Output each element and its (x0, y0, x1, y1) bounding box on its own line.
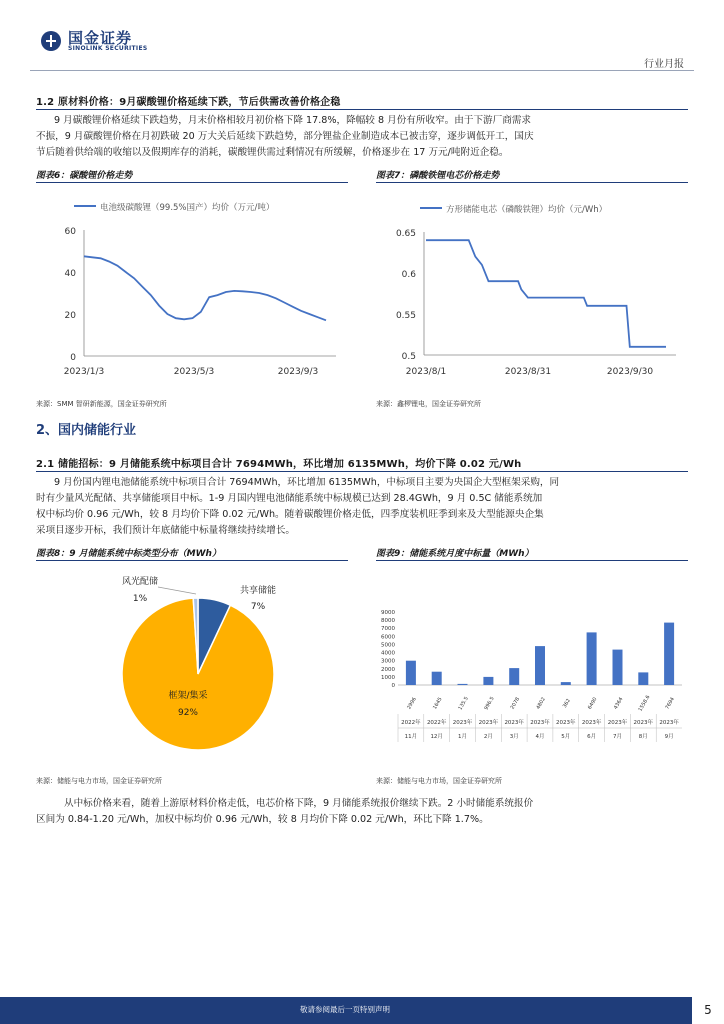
fig6-xtick: 2023/9/3 (277, 367, 319, 377)
fig9-bar (458, 684, 468, 685)
fig7-series-line (426, 240, 666, 347)
fig9-bar (561, 682, 571, 685)
section-1-2-underline (36, 109, 688, 110)
fig7-legend-label: 方形储能电芯（磷酸铁锂）均价（元/Wh） (446, 205, 608, 215)
fig7-title-underline (376, 182, 688, 183)
fig9-source: 来源：储能与电力市场，国金证券研究所 (376, 777, 502, 785)
fig9-chart (376, 564, 688, 764)
fig9-data-label: 135.5 (457, 695, 470, 712)
company-logo-icon (40, 30, 62, 52)
fig9-title: 图表9：储能系统月度中标量（MWh） (376, 549, 534, 559)
fig9-bar (613, 650, 623, 685)
paragraph-line: 不振，9 月碳酸锂价格在月初跌破 20 万大关后延续下跌趋势，部分锂盐企业制造成本已被击穿，逐步调低开工，国庆 (36, 131, 534, 142)
fig9-ytick: 4000 (381, 650, 395, 657)
fig6-ytick: 60 (64, 227, 76, 237)
fig8-label-wind-solar: 风光配储 (121, 577, 159, 587)
fig9-bar (664, 623, 674, 685)
fig9-xtick-month: 3月 (509, 734, 519, 740)
fig9-bar (432, 672, 442, 685)
fig6-legend-label: 电池级碳酸锂（99.5%国产）均价（万元/吨） (100, 203, 275, 213)
fig6-title-underline (36, 182, 348, 183)
paragraph-line: 时有少量风光配储、共享储能项目中标。1-9 月国内锂电池储能系统中标规模已达到 28.4GWh，9 月 0.5C 储能系统加 (36, 493, 543, 504)
fig7-chart (376, 186, 688, 386)
section-2-1-body (36, 475, 688, 539)
fig9-ytick: 8000 (381, 618, 395, 625)
fig9-data-label: 2078 (509, 696, 522, 711)
fig9-bar (483, 677, 493, 685)
fig9-ytick: 1000 (381, 674, 395, 681)
fig9-xtick-year: 2023年 (556, 720, 576, 726)
fig9-xtick-month: 8月 (638, 734, 648, 740)
fig6-chart (36, 186, 348, 386)
company-name-cn: 国金证券 (68, 29, 133, 47)
fig9-data-label: 362 (561, 697, 572, 710)
section-1-2-title: 1.2 原材料价格：9月碳酸锂价格延续下跌，节后供需改善价格企稳 (36, 97, 341, 108)
paragraph-line: 9 月份国内锂电池储能系统中标项目合计 7694MWh，环比增加 6135MWh，中标项目主要为央国企大型框架采购，同 (54, 477, 560, 488)
footer-disclaimer: 敬请参阅最后一页特别声明 (300, 1005, 390, 1014)
fig9-xtick-month: 2月 (483, 734, 493, 740)
fig6-ytick: 0 (70, 353, 76, 363)
fig9-xtick-year: 2022年 (401, 720, 421, 726)
fig9-ytick: 5000 (381, 642, 395, 649)
fig6-xtick: 2023/1/3 (63, 367, 105, 377)
fig9-xtick-year: 2023年 (478, 720, 499, 726)
fig7-xtick: 2023/8/31 (504, 367, 552, 377)
fig6-series-line (84, 256, 326, 320)
fig6-xtick: 2023/5/3 (173, 367, 215, 377)
paragraph-line: 采项目逐步开标，我们预计年底储能中标量将继续持续增长。 (36, 525, 296, 536)
section-2-heading: 2、国内储能行业 (36, 423, 137, 438)
fig9-ytick: 6000 (381, 634, 395, 641)
fig8-title-underline (36, 560, 348, 561)
fig9-bar (535, 646, 545, 685)
section-1-2-body (36, 113, 688, 161)
fig9-bar (509, 668, 519, 685)
fig9-xtick-month: 6月 (587, 734, 597, 740)
fig9-data-label: 6490 (586, 696, 599, 711)
fig7-ytick: 0.55 (395, 311, 416, 321)
fig7-xtick: 2023/8/1 (405, 367, 447, 377)
fig9-ytick: 7000 (381, 626, 395, 633)
fig6-ytick: 40 (64, 269, 76, 279)
company-name-en: SINOLINK SECURITIES (68, 45, 148, 52)
fig9-xtick-year: 2023年 (452, 720, 473, 726)
fig8-label-framework: 框架/集采 (168, 691, 208, 701)
fig8-value-shared: 7% (250, 602, 266, 612)
fig7-ytick: 0.65 (395, 229, 416, 239)
fig6-ytick: 20 (64, 311, 76, 321)
fig9-xtick-month: 1月 (458, 734, 467, 740)
fig8-title: 图表8：9 月储能系统中标类型分布（MWh） (36, 549, 221, 559)
fig9-xtick-month: 12月 (430, 734, 443, 740)
fig9-xtick-month: 4月 (535, 734, 545, 740)
fig9-data-label: 4802 (535, 696, 547, 711)
fig9-xtick-month: 5月 (561, 734, 571, 740)
fig9-xtick-month: 7月 (613, 734, 622, 740)
fig9-title-underline (376, 560, 688, 561)
paragraph-line: 权中标均价 0.96 元/Wh，较 8 月均价下降 0.02 元/Wh。随着碳酸锂价格走低，四季度装机旺季到来及大型能源央企集 (36, 509, 544, 520)
fig9-ytick: 3000 (381, 658, 395, 665)
fig9-xtick-month: 11月 (404, 734, 418, 740)
fig8-label-shared: 共享储能 (239, 586, 277, 596)
fig9-xtick-year: 2023年 (504, 720, 524, 726)
fig9-data-label: 1558.6 (637, 694, 652, 713)
fig7-source: 来源：鑫椤锂电，国金证券研究所 (376, 400, 481, 408)
report-type: 行业月报 (644, 59, 684, 70)
section-2-1-title: 2.1 储能招标：9 月储能系统中标项目合计 7694MWh，环比增加 6135MWh，均价下降 0.02 元/Wh (36, 459, 522, 470)
fig9-xtick-year: 2023年 (581, 720, 602, 726)
closing-body (36, 796, 688, 828)
paragraph-line: 节后随着供给端的收缩以及假期库存的消耗，碳酸锂供需过剩情况有所缓解，价格逐步在 17 万元/吨附近企稳。 (36, 147, 509, 158)
fig9-ytick: 2000 (381, 666, 395, 673)
page-number: 5 (692, 997, 724, 1024)
fig9-xtick-year: 2023年 (607, 720, 628, 726)
fig9-data-label: 996.5 (483, 695, 496, 712)
fig9-bar (406, 661, 416, 685)
fig9-bar (587, 632, 597, 685)
fig9-data-label: 7694 (664, 696, 677, 711)
fig6-title: 图表6：碳酸锂价格走势 (36, 171, 133, 181)
paragraph-line: 9 月碳酸锂价格延续下跌趋势，月末价格相较月初价格下降 17.8%，降幅较 8 月份有所收窄。由于下游厂商需求 (54, 115, 532, 126)
fig7-xtick: 2023/9/30 (606, 367, 654, 377)
fig9-ytick: 0 (391, 683, 395, 689)
fig9-xtick-year: 2023年 (659, 720, 679, 726)
fig9-xtick-year: 2023年 (633, 720, 654, 726)
fig8-leader-line (158, 587, 196, 594)
fig9-xtick-year: 2022年 (426, 720, 447, 726)
fig9-xtick-month: 9月 (664, 734, 674, 740)
fig9-data-label: 2996 (406, 696, 418, 711)
header-divider (30, 70, 694, 71)
fig7-ytick: 0.6 (401, 270, 416, 280)
fig8-chart (36, 564, 348, 764)
paragraph-line: 区间为 0.84-1.20 元/Wh，加权中标均价 0.96 元/Wh，较 8 月均价下降 0.02 元/Wh，环比下降 1.7%。 (36, 814, 489, 825)
fig9-ytick: 9000 (381, 610, 395, 616)
fig8-source: 来源：储能与电力市场，国金证券研究所 (36, 777, 162, 785)
fig9-data-label: 1645 (432, 696, 444, 711)
fig7-ytick: 0.5 (401, 352, 416, 362)
fig6-source: 来源：SMM 智研新能源，国金证券研究所 (36, 400, 167, 408)
fig9-bar (638, 672, 648, 685)
fig8-value-wind-solar: 1% (132, 594, 148, 604)
fig8-value-framework: 92% (177, 708, 199, 718)
fig7-title: 图表7：磷酸铁锂电芯价格走势 (376, 171, 500, 181)
fig9-data-label: 4364 (612, 696, 625, 711)
section-2-1-underline (36, 471, 688, 472)
paragraph-line: 从中标价格来看，随着上游原材料价格走低，电芯价格下降，9 月储能系统报价继续下跌。2 小时储能系统报价 (64, 798, 534, 809)
fig9-xtick-year: 2023年 (530, 720, 550, 726)
